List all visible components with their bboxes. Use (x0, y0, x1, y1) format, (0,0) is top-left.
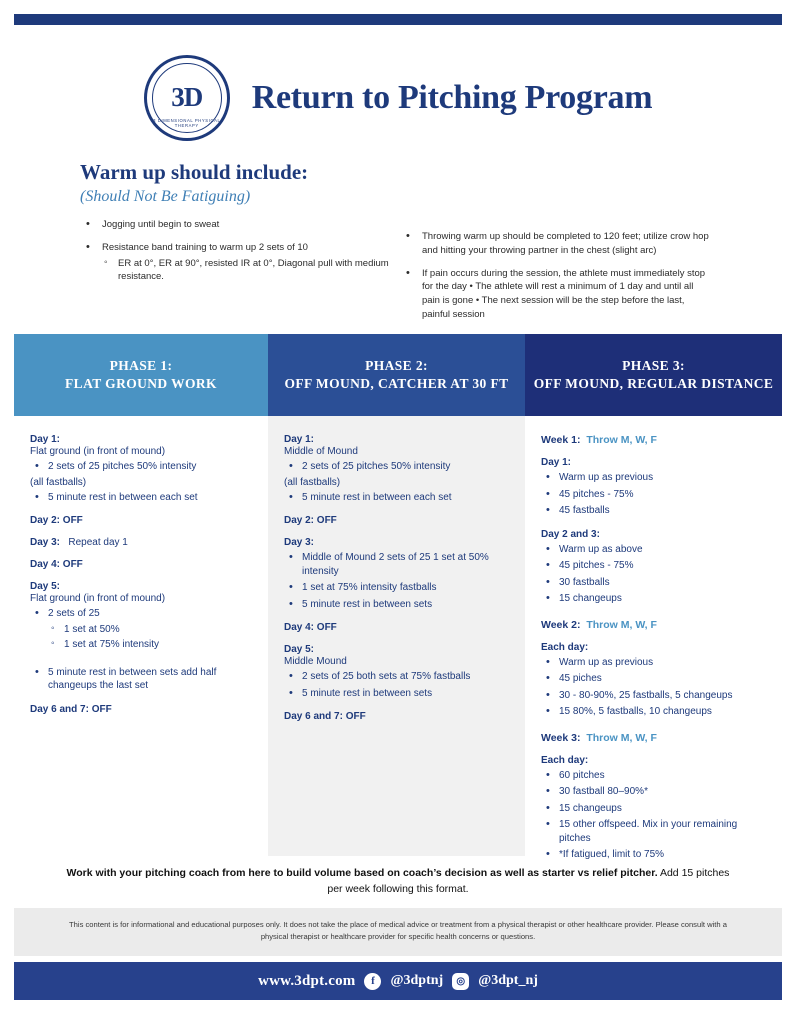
p1-day1-note: (all fastballs) (30, 476, 87, 488)
list-item (541, 504, 766, 518)
warmup-bullet-text: Jogging until begin to sweat (102, 219, 220, 230)
p2-day3-label: Day 3: (284, 537, 315, 548)
list-item (541, 848, 766, 862)
p3-w2-bullet: 45 piches (559, 673, 602, 684)
p3-week3-row (541, 732, 766, 744)
p3-week3-schedule: Throw M, W, F (586, 731, 657, 744)
p3-w1-day23-label: Day 2 and 3: (541, 528, 600, 540)
facebook-icon[interactable]: f (364, 973, 381, 990)
p3-w3-bullet: *If fatigued, limit to 75% (559, 849, 665, 860)
p3-week1-schedule: Throw M, W, F (586, 434, 657, 446)
logo-mark-text: 3D (171, 81, 203, 112)
p1-day3-label: Day 3: (30, 537, 61, 548)
list-item (284, 581, 509, 595)
facebook-handle[interactable]: @3dptnj (390, 973, 444, 988)
list-item (30, 460, 252, 474)
p3-w1-day23-bullet: 45 pitches - 75% (559, 560, 634, 571)
phase-2-subtitle: OFF MOUND, CATCHER AT 30 FT (284, 376, 509, 391)
list-item (541, 656, 766, 670)
instagram-handle[interactable]: @3dpt_nj (478, 973, 538, 988)
p2-day5-line: Middle Mound (284, 656, 347, 667)
phase-3-title: PHASE 3: (622, 358, 685, 373)
p1-day3-text: Repeat day 1 (68, 537, 128, 548)
p3-w3-bullet: 15 changeups (559, 802, 622, 814)
logo-subtext: 3 DIMENSIONAL PHYSICAL THERAPY (153, 117, 221, 128)
list-item (541, 672, 766, 686)
p1-day5-sub: 1 set at 50% (64, 623, 120, 635)
coach-note (60, 866, 736, 898)
p2-day5-bullet: 5 minute rest in between sets (302, 687, 433, 699)
p2-day1-label: Day 1: (284, 434, 315, 445)
list-item (541, 785, 766, 799)
footer-bar (14, 962, 782, 1000)
list-item (541, 592, 766, 606)
warmup-right-column (400, 218, 710, 331)
p3-week3-label: Week 3: (541, 731, 581, 744)
warmup-left-column (80, 218, 400, 331)
p2-day1-note: (all fastballs) (284, 476, 341, 488)
phase-2-content (268, 416, 525, 856)
phase-2-title: PHASE 2: (365, 358, 428, 373)
list-item (48, 638, 252, 652)
document-header (14, 45, 782, 150)
coach-note-rest: Add 15 pitches per week following this format. (327, 867, 730, 895)
list-item (48, 623, 252, 637)
p1-day1-bullet2: 5 minute rest in between each set (48, 491, 198, 503)
p3-w1-day1-bullet: Warm up as previous (559, 472, 654, 483)
p2-day1-bullet: 2 sets of 25 pitches 50% intensity (302, 461, 451, 472)
p2-day1-bullet2: 5 minute rest in between each set (302, 491, 452, 503)
coach-note-bold: Work with your pitching coach from here to build volume based on coach’s decision as well as starter vs relief pitcher. (66, 867, 658, 879)
p3-w2-bullet: Warm up as previous (559, 656, 654, 668)
warmup-sub-text: ER at 0°, ER at 90°, resisted IR at 0°, Diagonal pull with medium resistance. (118, 257, 389, 283)
p1-day1-line: Flat ground (in front of mound) (30, 446, 166, 457)
logo-3dpt (144, 55, 230, 141)
p1-day5-label: Day 5: (30, 581, 61, 592)
p3-w3-bullet: 60 pitches (559, 769, 605, 781)
p2-day67-label: Day 6 and 7: OFF (284, 711, 366, 722)
p3-w2-each-label: Each day: (541, 641, 589, 653)
p1-day3-row (30, 537, 252, 548)
p2-day3-bullet: Middle of Mound 2 sets of 25 1 set at 50% intensity (302, 552, 489, 577)
p1-day5-bullet2: 5 minute rest in between sets add half changeups the last set (48, 666, 217, 691)
p2-day3-bullet: 5 minute rest in between sets (302, 598, 433, 610)
list-item (541, 769, 766, 783)
p1-day2-label: Day 2: OFF (30, 515, 83, 526)
list-item (80, 241, 400, 284)
phase-1-title: PHASE 1: (109, 358, 173, 373)
phase-3-subtitle: OFF MOUND, REGULAR DISTANCE (533, 376, 774, 391)
list-item (80, 218, 400, 232)
list-item (284, 460, 509, 474)
list-item (541, 559, 766, 573)
list-item (30, 666, 252, 693)
p3-w2-bullet: 15 80%, 5 fastballs, 10 changeups (559, 706, 712, 717)
list-item (30, 491, 252, 505)
phase-header-row (14, 334, 782, 416)
list-item (284, 551, 509, 578)
warmup-heading: Warm up should include: (80, 160, 309, 184)
list-item (541, 802, 766, 816)
p3-w1-day23-bullet: 15 changeups (559, 593, 622, 604)
p3-w1-day23-bullet: 30 fastballs (559, 576, 610, 588)
list-item (541, 488, 766, 502)
list-item (541, 818, 766, 845)
list-item (541, 705, 766, 719)
p1-day67-label: Day 6 and 7: OFF (30, 703, 112, 715)
p3-w1-day1-label: Day 1: (541, 457, 572, 468)
page-title: Return to Pitching Program (251, 78, 653, 116)
p3-w1-day23-bullet: Warm up as above (559, 543, 643, 555)
p1-day4-label: Day 4: OFF (30, 559, 83, 570)
p2-day2-label: Day 2: OFF (284, 515, 337, 526)
phase-3-content (525, 416, 782, 860)
list-item (284, 598, 509, 612)
p2-day5-bullet: 2 sets of 25 both sets at 75% fastballs (302, 671, 471, 682)
warmup-bullet-text: If pain occurs during the session, the athlete must immediately stop for the day • The athlete will rest a minimum of 1 day and until all pain is gone • The next session will be the step before the last, painful session (422, 267, 706, 320)
warmup-subheading: (Should Not Be Fatiguing) (80, 188, 251, 205)
list-item (400, 230, 710, 258)
list-item (30, 607, 252, 652)
p3-w1-day1-bullet: 45 fastballs (559, 505, 610, 516)
top-accent-bar (14, 14, 782, 25)
p3-week1-row (541, 434, 766, 446)
p3-week2-schedule: Throw M, W, F (586, 618, 657, 631)
p1-day1-bullet: 2 sets of 25 pitches 50% intensity (48, 461, 197, 472)
phase-1-header (14, 334, 268, 416)
website-link[interactable]: www.3dpt.com (258, 972, 356, 989)
list-item (284, 670, 509, 684)
warmup-bullet-text: Resistance band training to warm up 2 sets of 10 (102, 241, 308, 253)
p1-day5-sub: 1 set at 75% intensity (64, 639, 160, 650)
warmup-section (80, 160, 730, 331)
p2-day1-line: Middle of Mound (284, 446, 358, 457)
list-item (541, 471, 766, 485)
phase-content-row (14, 416, 782, 860)
p1-day1-label: Day 1: (30, 434, 61, 445)
p3-w3-each-label: Each day: (541, 754, 589, 766)
p2-day5-label: Day 5: (284, 644, 315, 655)
list-item (400, 267, 710, 322)
phase-1-subtitle: FLAT GROUND WORK (65, 376, 217, 391)
list-item (284, 491, 509, 505)
p3-w1-day1-bullet: 45 pitches - 75% (559, 488, 634, 500)
list-item (541, 689, 766, 703)
disclaimer-text: This content is for informational and educational purposes only. It does not take the place of medical advice or treatment from a physical therapist or other healthcare provider. Please consult with a physical therapist or healthcare provider for specific health concerns or questions. (14, 908, 782, 956)
instagram-icon[interactable]: ◎ (452, 973, 469, 990)
p3-w3-bullet: 30 fastball 80–90%* (559, 786, 648, 797)
p2-day4-label: Day 4: OFF (284, 622, 337, 633)
p3-w2-bullet: 30 - 80-90%, 25 fastballs, 5 changeups (559, 689, 733, 701)
list-item (284, 687, 509, 701)
phase-2-header (268, 334, 525, 416)
p1-day5-bullet: 2 sets of 25 (48, 608, 100, 619)
phase-3-header (525, 334, 782, 416)
p3-week1-label: Week 1: (541, 434, 581, 446)
list-item (541, 543, 766, 557)
p1-day5-line: Flat ground (in front of mound) (30, 593, 166, 604)
phase-1-content (14, 416, 268, 856)
list-item (102, 257, 400, 285)
p3-week2-row (541, 619, 766, 631)
p2-day3-bullet: 1 set at 75% intensity fastballs (302, 582, 437, 593)
p3-w3-bullet: 15 other offspeed. Mix in your remaining pitches (559, 819, 738, 844)
warmup-bullet-text: Throwing warm up should be completed to 120 feet; utilize crow hop and hitting your throwing partner in the chest (slight arc) (422, 231, 709, 256)
list-item (541, 576, 766, 590)
p3-week2-label: Week 2: (541, 618, 581, 631)
